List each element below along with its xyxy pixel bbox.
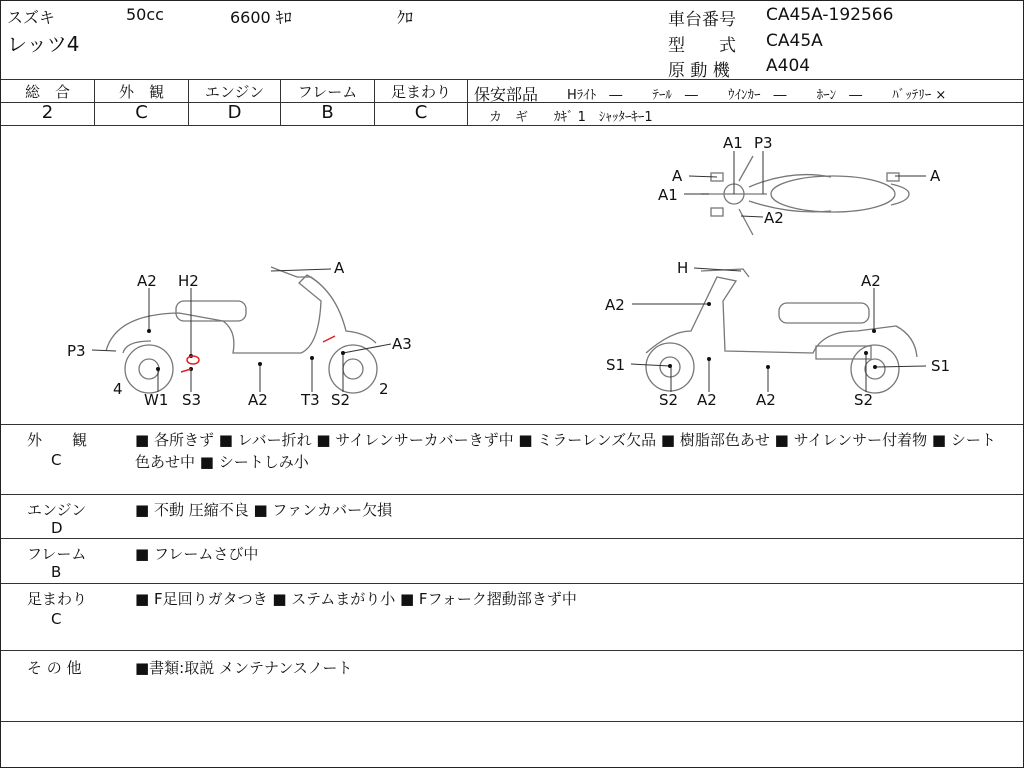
label-a2-b2-right-view: A2 — [756, 391, 776, 409]
displacement: 50cc — [126, 5, 164, 24]
label-s2-left-view: S2 — [331, 391, 351, 409]
label-s2-right-right-view: S2 — [854, 391, 874, 409]
label-s2-left-right-view: S2 — [659, 391, 679, 409]
scooter-top-view — [701, 156, 909, 235]
type-value: CA45A — [766, 31, 823, 51]
label-a-right-top: A — [930, 167, 941, 185]
grade-overall-label: 総 合 — [24, 83, 70, 101]
color: ｸﾛ — [397, 8, 414, 27]
model-name: レッツ4 — [7, 32, 80, 56]
label-h-right-view: H — [677, 259, 689, 277]
label-a2-top: A2 — [764, 209, 784, 227]
divider — [1, 583, 1023, 584]
grade-suspension-label: 足まわり — [390, 83, 451, 101]
grade-overall-value: 2 — [41, 102, 54, 123]
label-a2-b1-right-view: A2 — [697, 391, 717, 409]
label-a-left-view: A — [334, 259, 345, 277]
section-suspension-title: 足まわり — [27, 590, 88, 608]
label-a2-bottom-left-view: A2 — [248, 391, 268, 409]
top-view-leaders — [684, 151, 926, 217]
right-view-leaders — [631, 268, 926, 392]
section-exterior-title: 外 観 — [27, 431, 88, 449]
safety-title: 保安部品 — [474, 85, 539, 104]
engine-label: 原 動 機 — [668, 61, 730, 81]
divider — [1, 79, 1023, 80]
label-p3-top: P3 — [754, 134, 773, 152]
grade-engine-value: D — [227, 102, 242, 123]
divider — [1, 721, 1023, 722]
chassis-label: 車台番号 — [668, 10, 736, 30]
grade-engine-label: エンジン — [204, 83, 265, 101]
label-s1-left-right-view: S1 — [606, 356, 626, 374]
type-label: 型 式 — [668, 36, 736, 56]
section-exterior-grade: C — [51, 451, 62, 469]
maker: スズキ — [7, 8, 56, 27]
label-p3-left-view: P3 — [67, 342, 86, 360]
divider — [1, 538, 1023, 539]
label-a2-left-view: A2 — [137, 272, 157, 290]
chassis-value: CA45A-192566 — [766, 5, 894, 25]
section-engine-grade: D — [51, 519, 63, 537]
section-exterior-text: ■ 各所きず ■ レバー折れ ■ サイレンサーカバーきず中 ■ ミラーレンズ欠品 ■ 樹脂部色あせ ■ サイレンサー付着物 ■ シート色あせ中 ■ シートしみ小 — [135, 431, 996, 471]
section-engine-title: エンジン — [27, 501, 87, 519]
section-other-text: ■書類:取説 メンテナンスノート — [135, 659, 353, 677]
label-a1-left-top: A1 — [658, 186, 678, 204]
label-4-left-view: 4 — [113, 380, 123, 398]
grade-suspension-value: C — [414, 102, 428, 123]
safety-row1: Hﾗｲﾄ ― ﾃｰﾙ ― ｳｲﾝｶｰ ― ﾎｰﾝ ― ﾊﾞｯﾃﾘｰ × — [567, 88, 947, 103]
divider — [1, 494, 1023, 495]
label-a2-right-right-view: A2 — [861, 272, 881, 290]
divider — [467, 102, 1023, 103]
label-2-left-view: 2 — [379, 380, 389, 398]
section-frame-grade: B — [51, 563, 62, 581]
label-h2-left-view: H2 — [178, 272, 199, 290]
label-s1-right-right-view: S1 — [931, 357, 951, 375]
damage-diagram — [1, 126, 1023, 424]
divider — [1, 650, 1023, 651]
section-engine-text: ■ 不動 圧縮不良 ■ ファンカバー欠損 — [135, 501, 393, 519]
label-a-left-top: A — [672, 167, 683, 185]
grade-frame-value: B — [321, 102, 334, 123]
label-w1-left-view: W1 — [144, 391, 169, 409]
section-suspension-text: ■ F足回りガタつき ■ ステムまがり小 ■ Fフォーク摺動部きず中 — [135, 590, 577, 608]
section-suspension-grade: C — [51, 610, 62, 628]
engine-value: A404 — [766, 56, 811, 76]
grade-exterior-label: 外 観 — [118, 83, 164, 101]
safety-row2: カ ギ ｶｷﾞ 1 ｼｬｯﾀｰｷｰ1 — [489, 110, 653, 125]
label-a3-left-view: A3 — [392, 335, 412, 353]
section-frame-title: フレーム — [27, 545, 87, 563]
grade-exterior-value: C — [135, 102, 148, 123]
section-frame-text: ■ フレームさび中 — [135, 545, 259, 563]
label-a1-top: A1 — [723, 134, 743, 152]
label-t3-left-view: T3 — [301, 391, 320, 409]
label-a2-top-right-view: A2 — [605, 296, 625, 314]
divider — [1, 424, 1023, 425]
grade-frame-label: フレーム — [297, 83, 358, 101]
mileage: 6600 ｷﾛ — [230, 8, 292, 27]
label-s3-left-view: S3 — [182, 391, 202, 409]
section-other-title: そ の 他 — [27, 659, 82, 677]
